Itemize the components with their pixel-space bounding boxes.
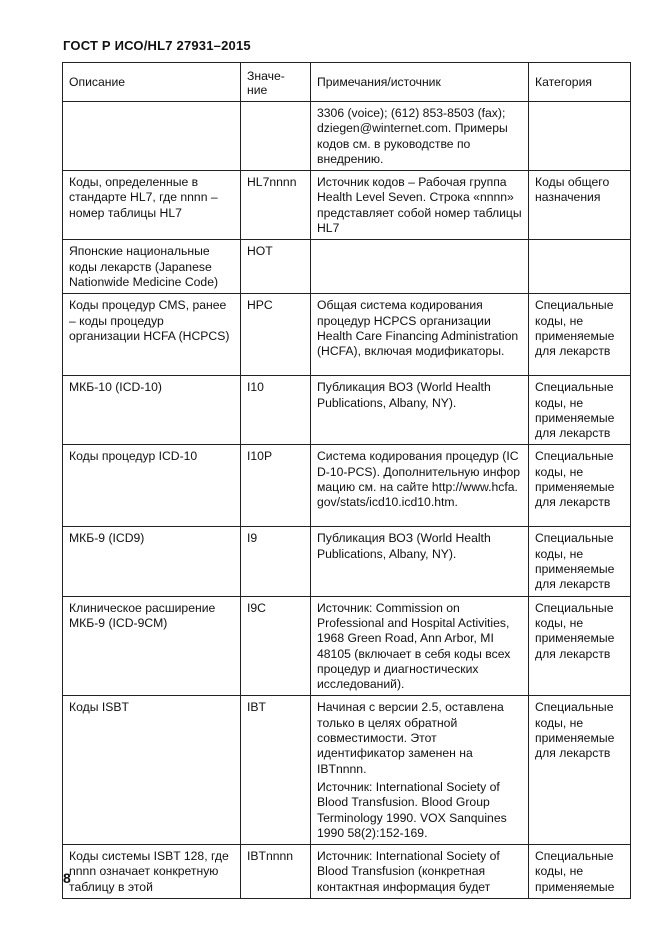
row-notes: [311, 171, 529, 240]
row-category: Коды общего назначения: [529, 171, 631, 240]
row-value: HOT: [241, 240, 311, 294]
row-notes: [311, 845, 529, 899]
row-notes: [311, 696, 529, 845]
row-notes: [311, 596, 529, 696]
note-paragraph: Система кодирования процедур (ICD-10-PCS). Дополнительную информацию см. на сайте http://www.hcfa.gov/stats/icd10.icd10.htm.: [317, 449, 521, 510]
row-notes: [311, 102, 529, 171]
column-header-description: Описание: [63, 63, 241, 102]
table-row: [63, 445, 631, 527]
note-paragraph: Публикация ВОЗ (World Health Publications, Albany, NY).: [317, 380, 491, 410]
row-value: I10P: [241, 445, 311, 527]
row-description: Коды процедур CMS, ранее – коды процедур организации HCFA (HCPCS): [63, 294, 241, 376]
row-category: [529, 102, 631, 171]
row-description: Японские национальные коды лекарств (Japanese Nationwide Medicine Code): [63, 240, 241, 294]
table-row: [63, 376, 631, 445]
note-paragraph: Источник кодов – Рабочая группа Health Level Seven. Строка «nnnn» представляет собой номер таблицы HL7: [317, 175, 522, 236]
row-value: I9C: [241, 596, 311, 696]
note-paragraph: Общая система кодирования процедур HCPCS организации Health Care Financing Administration (HCFA), включая модификаторы.: [317, 298, 519, 359]
column-header-value: Значе- ние: [241, 63, 311, 102]
row-notes: [311, 294, 529, 376]
row-category: Специальные коды, не применяемые для лекарств: [529, 527, 631, 596]
row-value: [241, 102, 311, 171]
row-description: Коды, определенные в стандарте HL7, где nnnn – номер таблицы HL7: [63, 171, 241, 240]
row-value: HPC: [241, 294, 311, 376]
note-paragraph: Начиная с версии 2.5, оставлена только в целях обратной совместимости. Этот идентификатор заменен на IBTnnnn.: [317, 700, 504, 776]
row-category: Специальные коды, не применяемые: [529, 845, 631, 899]
row-notes: [311, 376, 529, 445]
row-category: Специальные коды, не применяемые для лекарств: [529, 376, 631, 445]
column-header-category: Категория: [529, 63, 631, 102]
table-row: [63, 527, 631, 596]
row-notes: [311, 527, 529, 596]
row-description: [63, 102, 241, 171]
row-value: HL7nnnn: [241, 171, 311, 240]
note-paragraph: Источник: International Society of Blood Transfusion (конкретная контактная информация будет: [317, 849, 500, 894]
row-description: Коды системы ISBT 128, где nnnn означает конкретную таблицу в этой: [63, 845, 241, 899]
row-category: Специальные коды, не применяемые для лекарств: [529, 445, 631, 527]
row-value: I10: [241, 376, 311, 445]
table-row: [63, 294, 631, 376]
page-number: 8: [63, 870, 71, 886]
column-header-notes: Примечания/источник: [311, 63, 529, 102]
table-row: [63, 171, 631, 240]
note-paragraph: Публикация ВОЗ (World Health Publications, Albany, NY).: [317, 531, 491, 561]
row-description: МКБ-10 (ICD-10): [63, 376, 241, 445]
row-notes: [311, 240, 529, 294]
table-row: [63, 240, 631, 294]
table-row: [63, 845, 631, 899]
row-category: Специальные коды, не применяемые для лекарств: [529, 294, 631, 376]
row-category: [529, 240, 631, 294]
document-header: ГОСТ Р ИСО/HL7 27931–2015: [63, 38, 251, 53]
row-category: Специальные коды, не применяемые для лекарств: [529, 696, 631, 845]
table-row: [63, 696, 631, 845]
row-value: IBT: [241, 696, 311, 845]
row-description: МКБ-9 (ICD9): [63, 527, 241, 596]
table-row: [63, 102, 631, 171]
row-category: Специальные коды, не применяемые для лекарств: [529, 596, 631, 696]
note-paragraph: Источник: International Society of Blood Transfusion. Blood Group Terminology 1990. VOX Sanquines 1990 58(2):152-169.: [317, 779, 507, 840]
note-paragraph: 3306 (voice); (612) 853-8503 (fax); dziegen@winternet.com. Примеры кодов см. в руководстве по внедрению.: [317, 106, 508, 166]
row-description: Клиническое расширение МКБ-9 (ICD-9CM): [63, 596, 241, 696]
row-notes: [311, 445, 529, 527]
row-description: Коды процедур ICD-10: [63, 445, 241, 527]
table-header-row: [63, 63, 631, 102]
table-row: [63, 596, 631, 696]
note-paragraph: Источник: Commission on Professional and Hospital Activities, 1968 Green Road, Ann Arbor, MI 48105 (включает в себя коды всех процедур и диагностических исследований).: [317, 600, 511, 692]
row-description: Коды ISBT: [63, 696, 241, 845]
code-systems-table: [62, 62, 631, 899]
row-value: I9: [241, 527, 311, 596]
row-value: IBTnnnn: [241, 845, 311, 899]
